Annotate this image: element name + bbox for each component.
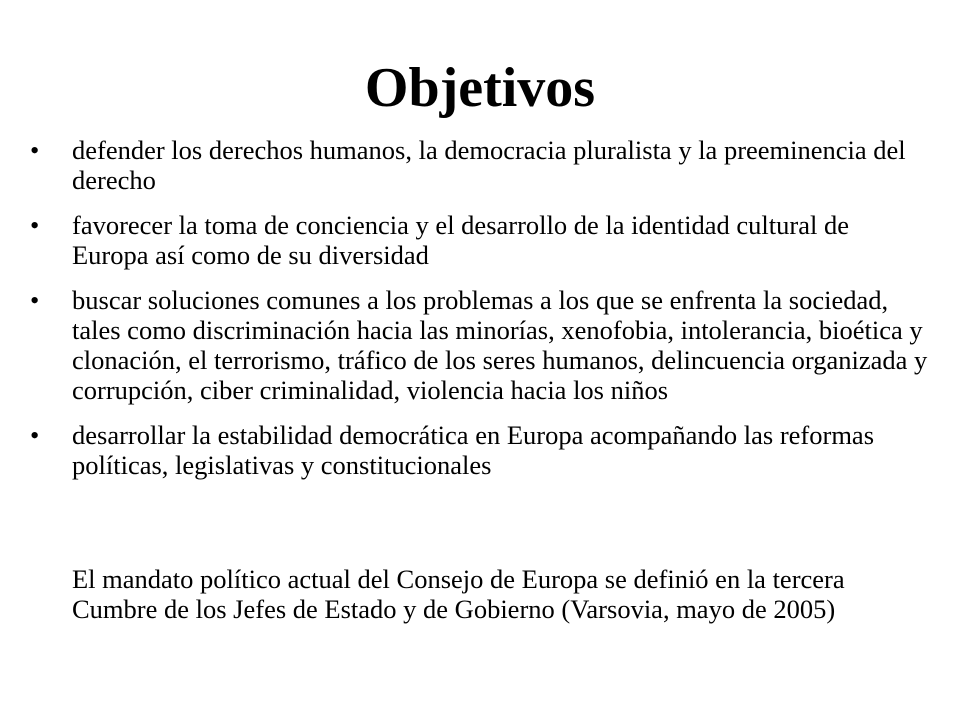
bullet-icon: • <box>30 210 40 240</box>
bullet-icon: • <box>30 285 40 315</box>
bullet-icon: • <box>30 135 40 165</box>
bullet-text: favorecer la toma de conciencia y el desarrollo de la identidad cultural de Europa así como de su diversidad <box>72 210 849 270</box>
bullet-text: defender los derechos humanos, la democracia pluralista y la preeminencia del derecho <box>72 135 906 195</box>
bullet-text: desarrollar la estabilidad democrática en Europa acompañando las reformas políticas, legislativas y constitucionales <box>72 420 875 480</box>
bullet-list <box>30 135 930 495</box>
bullet-item <box>30 135 930 195</box>
bullet-text: buscar soluciones comunes a los problemas a los que se enfrenta la sociedad, tales como discriminación hacia las minorías, xenofobia, intolerancia, bioética y clonación, el terrorismo, tráfico de los seres humanos, delincuencia organizada y corrupción, ciber criminalidad, violencia hacia los niños <box>72 285 928 405</box>
bullet-icon: • <box>30 420 40 450</box>
bullet-item <box>30 210 930 270</box>
bullet-item <box>30 285 930 405</box>
slide-title: Objetivos <box>364 57 596 119</box>
mandate-note: El mandato político actual del Consejo de Europa se definió en la tercera Cumbre de los Jefes de Estado y de Gobierno (Varsovia, mayo de 2005) <box>72 564 845 624</box>
bullet-item <box>30 420 930 480</box>
